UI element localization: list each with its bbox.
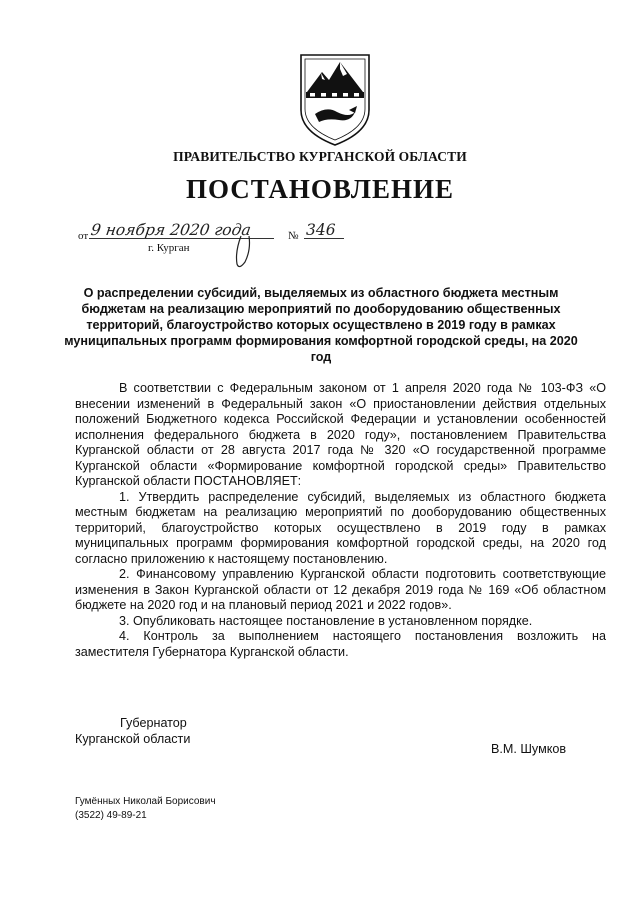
executor-info (75, 795, 216, 823)
item-3-paragraph: 3. Опубликовать настоящее постановление в установленном порядке. (119, 613, 533, 628)
document-subject: О распределении субсидий, выделяемых из областного бюджета местным бюджетам на реализацию мероприятий по дооборудованию общественных территорий, благоустройство которых осуществлено в 2019 году в рамках муниципальных программ формирования комфортной городской среды, на 2020 год (64, 286, 578, 364)
signatory-name: В.М. Шумков (491, 742, 567, 756)
date-prefix: от (78, 230, 89, 242)
signatory-position-line1: Губернатор (120, 716, 187, 730)
document-body (75, 381, 606, 660)
document-date: 9 ноября 2020 года (89, 221, 253, 239)
number-sign: № (288, 230, 299, 242)
coat-of-arms-icon (297, 52, 373, 148)
handwritten-stroke-icon (233, 234, 263, 270)
executor-phone: (3522) 49-89-21 (75, 810, 147, 821)
number-underline (304, 238, 344, 239)
executor-name: Гумённых Николай Борисович (75, 796, 216, 807)
preamble-paragraph: В соответствии с Федеральным законом от 1 апреля 2020 года № 103-ФЗ «О внесении изменений в Федеральный закон «О приостановлении действия отдельных положений Бюджетного кодекса Российской Федерации и установлении особенностей исполнения федерального бюджета в 2020 году», постановлением Правительства Курганской области от 28 августа 2017 года № 320 «О государственной программе Курганской области «Формирование комфортной городской среды» Правительство Курганской области ПОСТАНОВЛЯЕТ: (75, 381, 606, 488)
item-1-paragraph: 1. Утвердить распределение субсидий, выделяемых из областного бюджета местным бюджетам на реализацию мероприятий по дооборудованию общественных территорий, благоустройство которых осуществлено в 2019 году в рамках муниципальных программ формирования комфортной городской среды, на 2020 год согласно приложению к настоящему постановлению. (75, 489, 606, 566)
document-type: ПОСТАНОВЛЕНИЕ (185, 174, 455, 204)
government-name: ПРАВИТЕЛЬСТВО КУРГАНСКОЙ ОБЛАСТИ (173, 149, 467, 164)
document-number: 346 (306, 221, 336, 239)
dateline (78, 220, 378, 270)
signatory-position-line2: Курганской области (75, 731, 191, 746)
signatory-position (75, 716, 190, 747)
document-city: г. Курган (148, 242, 190, 254)
item-2-paragraph: 2. Финансовому управлению Курганской области подготовить соответствующие изменения в Закон Курганской области от 12 декабря 2019 года № 169 «Об областном бюджете на 2020 год и на плановый период 2021 и 2022 годов». (75, 567, 606, 612)
item-4-paragraph: 4. Контроль за выполнением настоящего постановления возложить на заместителя Губернатора Курганской области. (75, 629, 606, 659)
